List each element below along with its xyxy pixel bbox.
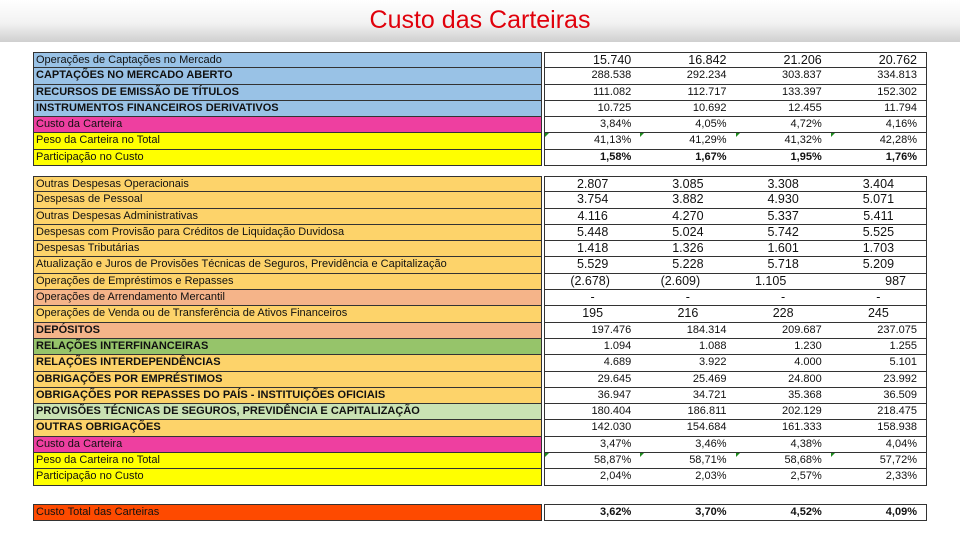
row-label: OUTRAS OBRIGAÇÕES bbox=[33, 420, 542, 436]
cell-value: 237.075 bbox=[877, 323, 917, 336]
cell-value: 987 bbox=[885, 273, 906, 288]
table-row bbox=[33, 290, 927, 306]
cell-value: 2.807 bbox=[576, 177, 609, 191]
cell-value: 1.703 bbox=[862, 241, 895, 256]
table-row bbox=[33, 306, 927, 322]
table-row bbox=[33, 388, 927, 404]
row-values bbox=[544, 306, 927, 322]
cell-value: 5.071 bbox=[862, 192, 895, 207]
row-values bbox=[544, 323, 927, 339]
row-label: Operações de Venda ou de Transferência de Ativos Financeiros bbox=[33, 306, 542, 322]
cell-value: 41,29% bbox=[640, 133, 735, 148]
cell-value: 4.930 bbox=[767, 192, 799, 207]
row-label: Operações de Empréstimos e Repasses bbox=[33, 274, 542, 290]
cell-value: 5.448 bbox=[576, 224, 609, 239]
row-values bbox=[544, 339, 927, 355]
cell-value: 4.689 bbox=[603, 356, 632, 369]
table-row bbox=[33, 437, 927, 453]
cell-value: 228 bbox=[772, 306, 794, 321]
total-table bbox=[33, 504, 927, 521]
table-row bbox=[33, 101, 927, 117]
row-values bbox=[544, 225, 927, 241]
cell-value: 1,95% bbox=[790, 150, 822, 163]
cell-value: 29.645 bbox=[597, 372, 632, 385]
row-label: Outras Despesas Administrativas bbox=[33, 209, 542, 225]
row-values bbox=[544, 257, 927, 273]
cell-value: 1,67% bbox=[695, 150, 727, 163]
cell-value: 4.270 bbox=[672, 208, 704, 223]
table-row bbox=[33, 469, 927, 485]
cell-value: 5.529 bbox=[576, 257, 609, 272]
cell-value: 180.404 bbox=[591, 405, 632, 418]
row-values bbox=[544, 404, 927, 420]
cell-value: 3,70% bbox=[695, 506, 727, 518]
cell-value: 5.718 bbox=[767, 257, 799, 272]
cell-value: 1.601 bbox=[767, 241, 799, 256]
row-values bbox=[544, 420, 927, 436]
cell-value: - bbox=[876, 290, 881, 305]
row-values bbox=[544, 101, 927, 117]
cell-value: 5.525 bbox=[862, 224, 895, 239]
cell-value: 142.030 bbox=[591, 421, 632, 434]
cell-value: 152.302 bbox=[877, 85, 917, 98]
total-row bbox=[33, 504, 927, 521]
row-label: Atualização e Juros de Provisões Técnicas de Seguros, Previdência e Capitalização bbox=[33, 257, 542, 273]
cell-value: 112.717 bbox=[687, 85, 727, 98]
cell-value: 1.255 bbox=[889, 339, 917, 352]
table-row bbox=[33, 372, 927, 388]
cell-value: 12.455 bbox=[788, 101, 822, 114]
cell-value: 111.082 bbox=[593, 85, 632, 98]
despesas-table bbox=[33, 176, 927, 486]
row-label: Outras Despesas Operacionais bbox=[33, 176, 542, 192]
row-label: OBRIGAÇÕES POR REPASSES DO PAÍS - INSTITUIÇÕES OFICIAIS bbox=[33, 388, 542, 404]
cell-value: 195 bbox=[582, 306, 604, 321]
cell-value: 41,13% bbox=[545, 133, 640, 148]
cell-value: 3.882 bbox=[672, 192, 704, 207]
cell-value: 202.129 bbox=[781, 405, 822, 418]
table-row bbox=[33, 85, 927, 101]
cell-value: 4,09% bbox=[885, 506, 917, 518]
table-row bbox=[33, 117, 927, 133]
row-label: DEPÓSITOS bbox=[33, 323, 542, 339]
row-values bbox=[544, 117, 927, 133]
row-values bbox=[544, 274, 927, 290]
cell-value: 1,76% bbox=[885, 150, 917, 163]
cell-value: 16.842 bbox=[688, 53, 727, 67]
table-row bbox=[33, 420, 927, 436]
row-label: Peso da Carteira no Total bbox=[33, 453, 542, 469]
row-label: Despesas Tributárias bbox=[33, 241, 542, 257]
row-label: Operações de Captações no Mercado bbox=[33, 52, 542, 68]
table-row bbox=[33, 225, 927, 241]
cell-value: 3.308 bbox=[767, 177, 799, 191]
row-label: CAPTAÇÕES NO MERCADO ABERTO bbox=[33, 68, 542, 84]
cell-value: 4,04% bbox=[885, 437, 917, 450]
table-row bbox=[33, 404, 927, 420]
cell-value: 24.800 bbox=[788, 372, 822, 385]
table-row bbox=[33, 355, 927, 371]
cell-value: (2.609) bbox=[660, 273, 701, 288]
cell-value: 4.000 bbox=[794, 356, 822, 369]
row-values bbox=[544, 241, 927, 257]
table-row bbox=[33, 339, 927, 355]
row-values bbox=[544, 453, 927, 469]
cell-value: 57,72% bbox=[831, 453, 926, 468]
cell-value: 5.228 bbox=[672, 257, 704, 272]
row-values bbox=[544, 355, 927, 371]
cell-value: 5.411 bbox=[863, 208, 894, 223]
row-label: PROVISÕES TÉCNICAS DE SEGUROS, PREVIDÊNCIA E CAPITALIZAÇÃO bbox=[33, 404, 542, 420]
row-label: RELAÇÕES INTERFINANCEIRAS bbox=[33, 339, 542, 355]
cell-value: 35.368 bbox=[788, 388, 822, 401]
cell-value: 58,87% bbox=[545, 453, 640, 468]
cell-value: 2,03% bbox=[695, 470, 727, 483]
cell-value: 21.206 bbox=[783, 53, 822, 67]
table-row bbox=[33, 192, 927, 208]
row-values bbox=[544, 192, 927, 208]
row-label: Custo Total das Carteiras bbox=[33, 504, 542, 521]
cell-value: 3,46% bbox=[695, 437, 727, 450]
cell-value: 133.397 bbox=[781, 85, 822, 98]
row-values bbox=[544, 209, 927, 225]
table-row bbox=[33, 150, 927, 166]
cell-value: 3.754 bbox=[576, 192, 609, 207]
cell-value: 1.326 bbox=[672, 241, 704, 256]
cell-value: 20.762 bbox=[878, 53, 917, 67]
cell-value: 5.024 bbox=[672, 224, 704, 239]
row-values bbox=[544, 290, 927, 306]
cell-value: 5.742 bbox=[767, 224, 799, 239]
table-row bbox=[33, 323, 927, 339]
cell-value: 3,84% bbox=[600, 118, 632, 131]
row-label: RELAÇÕES INTERDEPENDÊNCIAS bbox=[33, 355, 542, 371]
table-row bbox=[33, 209, 927, 225]
cell-value: 161.333 bbox=[781, 421, 822, 434]
cell-value: 58,68% bbox=[736, 453, 831, 468]
cell-value: 11.794 bbox=[884, 101, 917, 114]
cell-value: 10.725 bbox=[597, 101, 632, 114]
row-values bbox=[544, 150, 927, 166]
cell-value: 2,57% bbox=[790, 470, 822, 483]
cell-value: 2,04% bbox=[600, 470, 632, 483]
cell-value: 23.992 bbox=[883, 372, 917, 385]
row-label: Custo da Carteira bbox=[33, 117, 542, 133]
cell-value: 25.469 bbox=[692, 372, 727, 385]
cell-value: 58,71% bbox=[640, 453, 735, 468]
cell-value: 1.105 bbox=[754, 273, 787, 288]
table-row bbox=[33, 257, 927, 273]
cell-value: 15.740 bbox=[593, 53, 632, 67]
row-values bbox=[544, 372, 927, 388]
cell-value: 5.101 bbox=[889, 356, 917, 369]
row-values bbox=[544, 85, 927, 101]
page-title: Custo das Carteiras bbox=[369, 6, 591, 34]
cell-value: 158.938 bbox=[877, 421, 917, 434]
cell-value: 1.094 bbox=[603, 339, 632, 352]
cell-value: 4.116 bbox=[577, 208, 608, 223]
cell-value: 292.234 bbox=[686, 69, 727, 82]
table-row bbox=[33, 52, 927, 68]
row-values bbox=[544, 437, 927, 453]
cell-value: 1.418 bbox=[576, 241, 609, 256]
cell-value: 4,16% bbox=[885, 118, 917, 131]
row-label: Peso da Carteira no Total bbox=[33, 133, 542, 149]
cell-value: 245 bbox=[867, 306, 889, 321]
cell-value: 36.947 bbox=[597, 388, 632, 401]
cell-value: 36.509 bbox=[883, 388, 917, 401]
cell-value: 209.687 bbox=[781, 323, 822, 336]
row-label: Participação no Custo bbox=[33, 150, 542, 166]
cell-value: 184.314 bbox=[686, 323, 727, 336]
cell-value: 3,47% bbox=[600, 437, 632, 450]
cell-value: 186.811 bbox=[687, 405, 727, 418]
cell-value: 197.476 bbox=[591, 323, 632, 336]
cell-value: - bbox=[781, 290, 786, 305]
cell-value: 3.922 bbox=[698, 356, 727, 369]
cell-value: 4,05% bbox=[695, 118, 727, 131]
cell-value: 1,58% bbox=[600, 150, 632, 163]
cell-value: 4,72% bbox=[790, 118, 822, 131]
row-values bbox=[544, 52, 927, 68]
row-label: OBRIGAÇÕES POR EMPRÉSTIMOS bbox=[33, 372, 542, 388]
cell-value: 42,28% bbox=[831, 133, 926, 148]
cell-value: 334.813 bbox=[877, 69, 917, 82]
cell-value: 4,38% bbox=[790, 437, 822, 450]
table-row bbox=[33, 241, 927, 257]
cell-value: 154.684 bbox=[686, 421, 727, 434]
row-label: INSTRUMENTOS FINANCEIROS DERIVATIVOS bbox=[33, 101, 542, 117]
cell-value: 1.230 bbox=[794, 339, 822, 352]
table-row bbox=[33, 133, 927, 149]
row-values bbox=[544, 388, 927, 404]
table-row bbox=[33, 176, 927, 192]
cell-value: 5.209 bbox=[862, 257, 895, 272]
row-label: Operações de Arrendamento Mercantil bbox=[33, 290, 542, 306]
table-row bbox=[33, 68, 927, 84]
row-values bbox=[544, 504, 927, 521]
table-row bbox=[33, 453, 927, 469]
cell-value: 218.475 bbox=[877, 405, 917, 418]
row-values bbox=[544, 469, 927, 485]
cell-value: 5.337 bbox=[767, 208, 799, 223]
row-values bbox=[544, 133, 927, 149]
cell-value: 10.692 bbox=[692, 101, 727, 114]
row-label: Despesas com Provisão para Créditos de Liquidação Duvidosa bbox=[33, 225, 542, 241]
row-label: Despesas de Pessoal bbox=[33, 192, 542, 208]
row-label: RECURSOS DE EMISSÃO DE TÍTULOS bbox=[33, 85, 542, 101]
row-values bbox=[544, 68, 927, 84]
cell-value: 2,33% bbox=[885, 470, 917, 483]
row-label: Custo da Carteira bbox=[33, 437, 542, 453]
cell-value: - bbox=[685, 290, 690, 305]
cell-value: 303.837 bbox=[781, 69, 822, 82]
cell-value: 41,32% bbox=[736, 133, 831, 148]
row-values bbox=[544, 176, 927, 192]
cell-value: 34.721 bbox=[692, 388, 727, 401]
cell-value: 216 bbox=[677, 306, 699, 321]
cell-value: 1.088 bbox=[698, 339, 727, 352]
table-row bbox=[33, 274, 927, 290]
cell-value: 3,62% bbox=[600, 506, 632, 518]
cell-value: 3.085 bbox=[672, 177, 704, 191]
cell-value: (2.678) bbox=[570, 273, 610, 288]
cell-value: - bbox=[590, 290, 595, 305]
cell-value: 4,52% bbox=[790, 506, 822, 518]
row-label: Participação no Custo bbox=[33, 469, 542, 485]
cell-value: 3.404 bbox=[862, 177, 895, 191]
captacoes-table bbox=[33, 52, 927, 166]
cell-value: 288.538 bbox=[591, 69, 632, 82]
